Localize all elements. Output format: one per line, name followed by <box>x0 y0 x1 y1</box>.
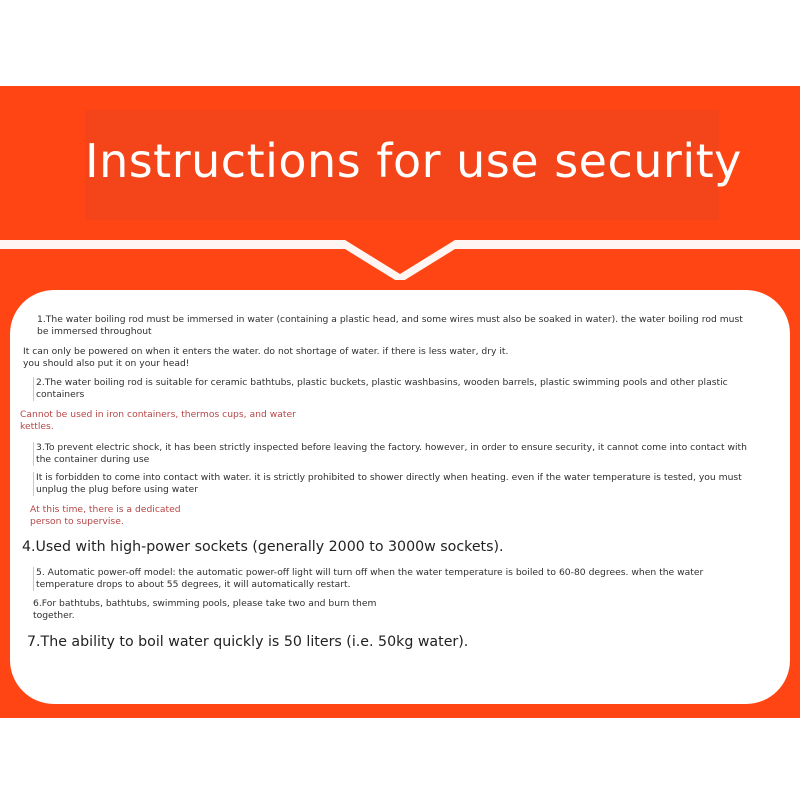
item-3-line-1: 3.To prevent electric shock, it has been strictly inspected before leaving the factory. however, in order to ensure security, it cannot come into contact with <box>33 442 747 454</box>
item-5-line-1: 5. Automatic power-off model: the automatic power-off light will turn off when the water temperature is boiled to 60-80 degrees. when the water <box>33 567 703 579</box>
item-6-line-1: 6.For bathtubs, bathtubs, swimming pools, please take two and burn them <box>33 598 377 609</box>
item-3-warning-line-2: person to supervise. <box>30 516 124 527</box>
page-title: Instructions for use security <box>85 134 742 188</box>
item-3b-line-1: It is forbidden to come into contact with water. it is strictly prohibited to shower directly when heating. even if the water temperature is tested, you must <box>33 472 742 484</box>
item-2-warning-line-1: Cannot be used in iron containers, thermos cups, and water <box>20 409 296 420</box>
item-2-line-2: containers <box>33 389 84 401</box>
item-5-line-2: temperature drops to about 55 degrees, it will automatically restart. <box>33 579 351 591</box>
item-1-line-1: 1.The water boiling rod must be immersed in water (containing a plastic head, and some wires must also be soaked in water). the water boiling rod must <box>37 314 743 325</box>
item-2-warning-line-2: kettles. <box>20 421 54 432</box>
item-7: 7.The ability to boil water quickly is 50 liters (i.e. 50kg water). <box>27 634 469 650</box>
item-1-line-2: be immersed throughout <box>37 326 152 337</box>
item-6-line-2: together. <box>33 610 75 621</box>
item-1-note-line-1: It can only be powered on when it enters the water. do not shortage of water. if there is less water, dry it. <box>23 346 509 357</box>
item-3-line-2: the container during use <box>33 454 149 466</box>
chevron-band-divider <box>0 222 800 280</box>
item-2-line-1: 2.The water boiling rod is suitable for ceramic bathtubs, plastic buckets, plastic washbasins, wooden barrels, plastic swimming pools and other plastic <box>33 377 728 389</box>
item-1-note-line-2: you should also put it on your head! <box>23 358 190 369</box>
item-3b-line-2: unplug the plug before using water <box>33 484 198 496</box>
item-4: 4.Used with high-power sockets (generally 2000 to 3000w sockets). <box>22 539 504 555</box>
item-3-warning-line-1: At this time, there is a dedicated <box>30 504 181 515</box>
